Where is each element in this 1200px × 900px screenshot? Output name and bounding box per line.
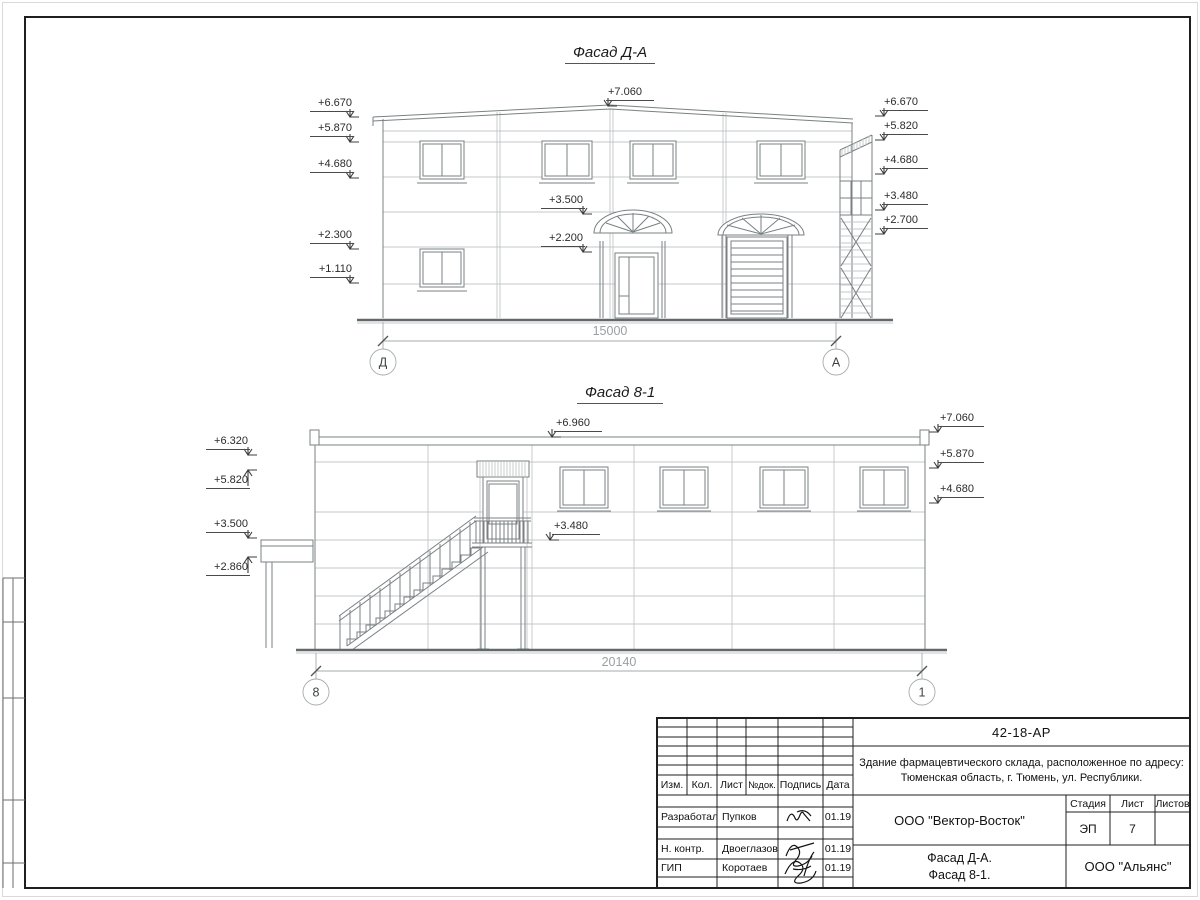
elevation-mark: +2.200 xyxy=(541,231,585,247)
signer-role: Разработал xyxy=(661,811,719,823)
entry-door xyxy=(594,210,672,318)
upper-door xyxy=(477,461,529,543)
annex-porch xyxy=(261,540,313,648)
signer-date: 01.19 xyxy=(824,811,852,823)
revision-header-izm: Изм. xyxy=(660,779,684,791)
axis-bubble-1: 1 xyxy=(918,685,926,700)
signer-date: 01.19 xyxy=(824,862,852,874)
signer-name: Двоеглазов xyxy=(722,843,778,855)
elevation-mark: +5.820 xyxy=(882,119,928,135)
dimension-label: 15000 xyxy=(592,324,628,338)
elevation-mark: +2.700 xyxy=(882,213,928,229)
dimension-label: 20140 xyxy=(601,655,637,669)
elevation-mark: +4.680 xyxy=(938,482,984,498)
elevation-mark: +1.110 xyxy=(310,262,354,278)
signer-role: Н. контр. xyxy=(661,843,705,855)
elevation-mark: +5.820 xyxy=(206,473,250,489)
drawing-content-line1: Фасад Д-А. xyxy=(927,850,992,865)
elevation-mark: +7.060 xyxy=(606,85,654,101)
drawing-content-line2: Фасад 8-1. xyxy=(928,867,991,882)
design-org: ООО "Вектор-Восток" xyxy=(894,812,1025,828)
axis-bubble-a: А xyxy=(831,355,841,370)
signer-name: Коротаев xyxy=(722,862,768,874)
elevation-mark: +4.680 xyxy=(882,153,928,169)
signer-date: 01.19 xyxy=(824,843,852,855)
sheets-label: Листов xyxy=(1155,797,1190,810)
document-code: 42-18-АР xyxy=(992,724,1051,740)
project-description-line2: Тюменская область, г. Тюмень, ул. Республики. xyxy=(900,771,1143,784)
external-staircase xyxy=(339,516,488,650)
elevation-mark: +6.320 xyxy=(206,434,250,450)
elevation-mark: +3.500 xyxy=(541,193,585,209)
signature xyxy=(785,811,816,883)
revision-header-sign: Подпись xyxy=(779,779,822,791)
drawing-content-title xyxy=(853,845,1066,888)
elevation-mark: +5.870 xyxy=(938,447,984,463)
roller-gate xyxy=(718,214,804,318)
axis-bubble-8: 8 xyxy=(312,685,320,700)
elevation-mark: +6.670 xyxy=(882,95,928,111)
revision-header-list: Лист xyxy=(720,779,743,791)
elevation-mark: +6.670 xyxy=(310,96,354,112)
revision-header-doc: №док. xyxy=(748,779,776,791)
axis-bubble-d: Д xyxy=(378,355,388,370)
elevation-mark: +3.480 xyxy=(552,519,600,535)
revision-header-kol: Кол. xyxy=(691,779,713,791)
elevation-mark: +2.300 xyxy=(310,228,354,244)
stair-tower xyxy=(840,135,872,318)
project-description-line1: Здание фармацевтического склада, расположенное по адресу: xyxy=(859,756,1184,769)
signer-name: Пупков xyxy=(722,811,757,823)
customer-company: ООО "Альянс" xyxy=(1084,859,1172,874)
left-margin-stamp-boxes xyxy=(3,578,25,888)
facade-81-title: Фасад 8-1 xyxy=(577,384,663,404)
elevation-mark: +3.500 xyxy=(206,517,250,533)
elevation-mark: +6.960 xyxy=(554,416,602,432)
elevation-mark: +7.060 xyxy=(938,411,984,427)
stage-value: ЭП xyxy=(1079,821,1097,836)
project-description xyxy=(853,748,1190,793)
facade-da-title: Фасад Д-А xyxy=(565,44,655,64)
sheets-total xyxy=(1155,812,1190,845)
revision-header-date: Дата xyxy=(826,779,850,791)
elevation-mark: +2.860 xyxy=(206,560,250,576)
signer-role: ГИП xyxy=(661,862,682,874)
stage-label: Стадия xyxy=(1070,797,1106,810)
elevation-mark: +3.480 xyxy=(882,189,928,205)
sheet-label: Лист xyxy=(1121,797,1144,810)
elevation-mark: +5.870 xyxy=(310,121,354,137)
sheet-number: 7 xyxy=(1129,821,1136,836)
elevation-mark: +4.680 xyxy=(310,157,354,173)
